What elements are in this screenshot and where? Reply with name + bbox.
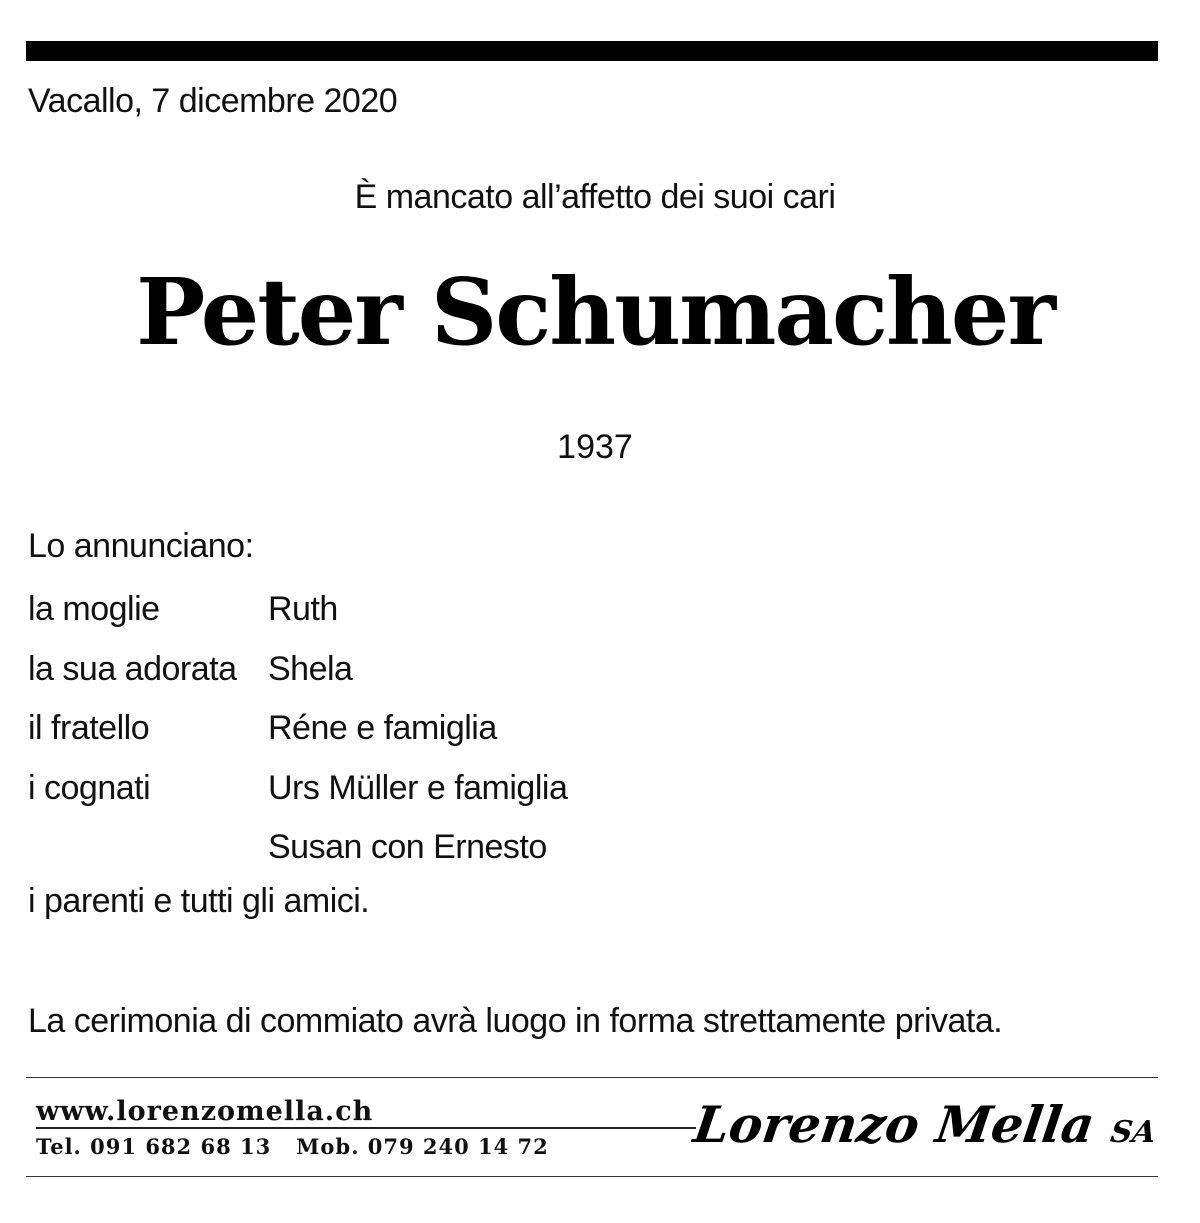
relative-names: Susan con Ernesto	[268, 828, 547, 867]
family-row	[28, 640, 928, 700]
family-row	[28, 818, 928, 878]
relation-label: i cognati	[28, 768, 151, 807]
family-list	[28, 580, 928, 878]
website-link[interactable]: www.lorenzomella.ch	[36, 1096, 374, 1127]
ceremony-note: La cerimonia di commiato avrà luogo in forma strettamente privata.	[28, 1002, 1003, 1040]
relation-label: la moglie	[28, 590, 160, 629]
intro-text: È mancato all’affetto dei suoi cari	[354, 178, 836, 216]
place-date: Vacallo, 7 dicembre 2020	[28, 82, 398, 120]
birth-year: 1937	[557, 428, 633, 466]
relation-label: la sua adorata	[28, 649, 237, 688]
relative-names: Réne e famiglia	[268, 709, 497, 748]
logo-wordmark: Lorenzo Mella SA	[690, 1095, 1159, 1154]
phone-number: Tel. 091 682 68 13	[36, 1134, 272, 1159]
mobile-number: Mob. 079 240 14 72	[296, 1134, 549, 1159]
announcers-heading: Lo annunciano:	[28, 527, 254, 565]
family-row	[28, 699, 928, 759]
top-rule	[26, 41, 1158, 61]
footer-bottom-rule	[26, 1176, 1158, 1177]
relation-label: il fratello	[28, 709, 150, 748]
funeral-home-logo	[690, 1084, 1159, 1164]
footer-top-rule	[26, 1077, 1158, 1078]
relative-names: Urs Müller e famiglia	[268, 768, 568, 807]
relative-names: Shela	[268, 649, 353, 688]
deceased-name: Peter Schumacher	[136, 258, 1054, 366]
family-row	[28, 580, 928, 640]
others-line: i parenti e tutti gli amici.	[28, 882, 370, 920]
website-underline	[36, 1127, 696, 1129]
relative-names: Ruth	[268, 590, 338, 629]
contact-numbers	[36, 1134, 549, 1159]
family-row	[28, 759, 928, 819]
